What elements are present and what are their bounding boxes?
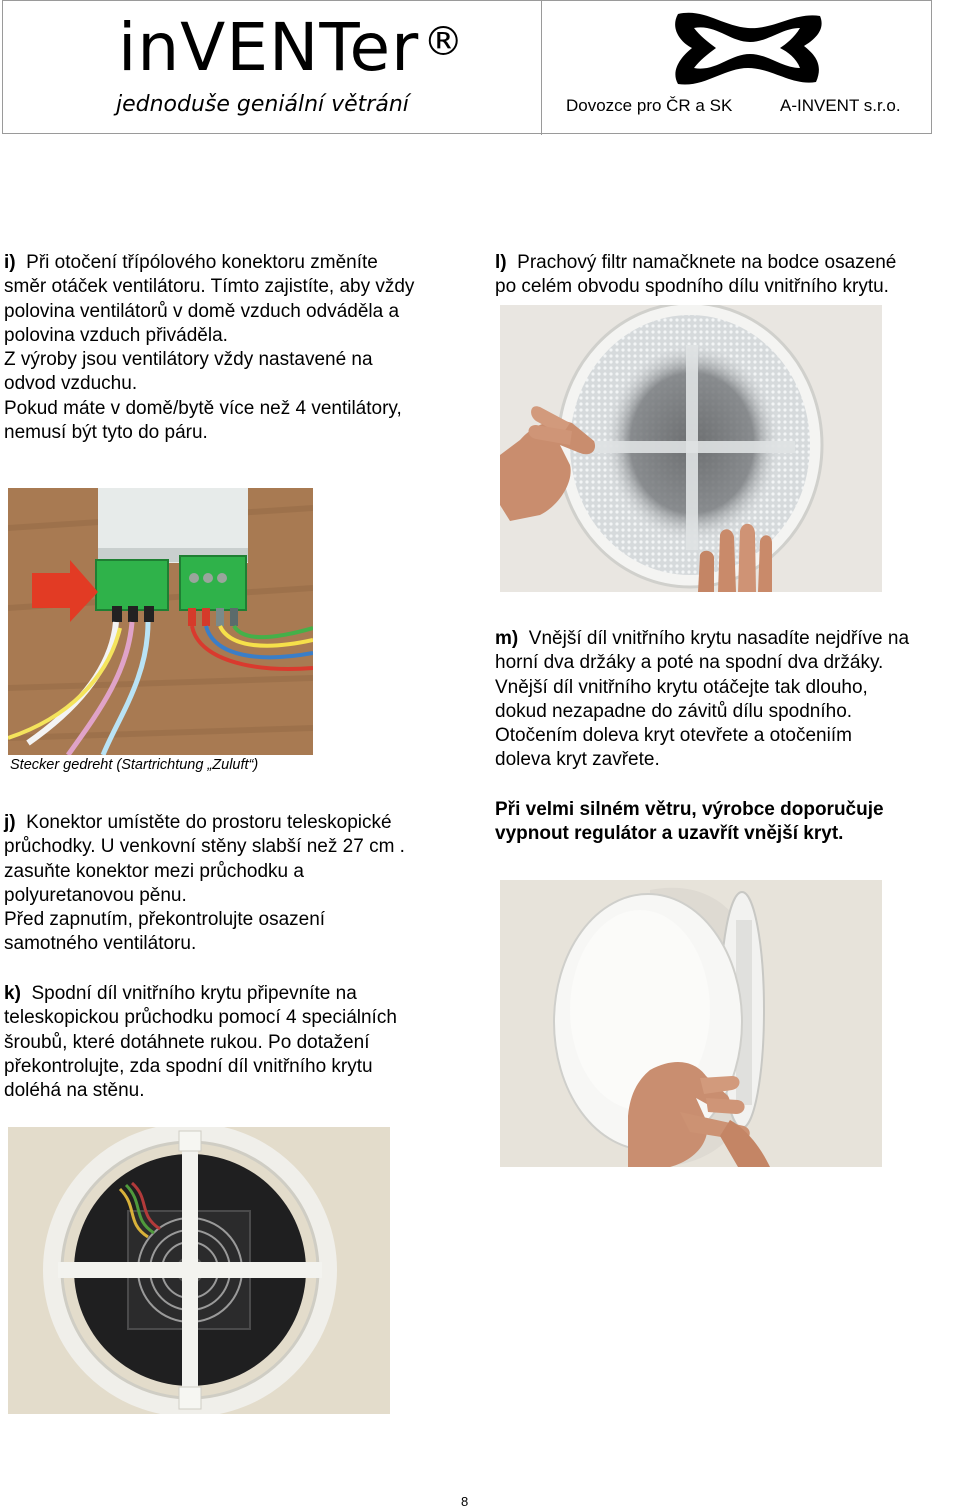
section-j-letter: j): [4, 812, 16, 833]
header-divider: [541, 1, 542, 135]
photo-connectors: [8, 488, 313, 755]
section-j: j) Konektor umístěte do prostoru teleskopické průchodky. U venkovní stěny slabší než 27 cm . zasuňte konektor mezi průchodku a polyuretanovou pěnu. Před zapnutím, překontrolujte osazení samotného ventilátoru.: [4, 812, 405, 955]
importer-company: A-INVENT s.r.o.: [780, 96, 901, 115]
section-m: m) Vnější díl vnitřního krytu nasadíte nejdříve na horní dva držáky a poté na spodní dva držáky. Vnější díl vnitřního krytu otáčejte tak dlouho, dokud nezapadne do závitů dílu spodního. Otočením doleva kryt otevřete a otočeniím doleva kryt zavřete.: [495, 628, 910, 771]
photo-dust-filter: [500, 305, 882, 592]
photo-inner-cover-fan: [8, 1127, 390, 1414]
page-number: 8: [461, 1494, 469, 1509]
company-logo-icon: [664, 6, 830, 92]
section-l-letter: l): [495, 252, 507, 273]
section-i-letter: i): [4, 252, 16, 273]
section-k: k) Spodní díl vnitřního krytu připevníte na teleskopickou průchodku pomocí 4 speciálních šroubů, které dotáhnete rukou. Po dotažení překontrolujte, zda spodní díl vnitřního krytu doléhá na stěnu.: [4, 983, 397, 1102]
importer-label: Dovozce pro ČR a SK: [566, 96, 733, 115]
brand-tagline: jednoduše geniální větrání: [116, 92, 409, 117]
photo-outer-cover: [500, 880, 882, 1167]
wind-warning: Při velmi silném větru, výrobce doporučuje vypnout regulátor a uzavřít vnější kryt.: [495, 799, 884, 845]
brand-title: inVENTer ®: [118, 9, 465, 86]
connector-caption: Stecker gedreht (Startrichtung „Zuluft“): [10, 757, 259, 773]
section-i: i) Při otočení třípólového konektoru změníte směr otáček ventilátoru. Tímto zajistíte, aby vždy polovina ventilátorů v domě vzduch odváděla a polovina vzduch přiváděla. Z výroby jsou ventilátory vždy nastavené na odvod vzduchu. Pokud máte v domě/bytě více než 4 ventilátory, nemusí být tyto do páru.: [4, 252, 415, 444]
section-l: l) Prachový filtr namačknete na bodce osazené po celém obvodu spodního dílu vnitřního krytu.: [495, 252, 897, 298]
registered-mark: ®: [423, 19, 465, 65]
section-k-letter: k): [4, 983, 21, 1004]
section-m-letter: m): [495, 628, 519, 649]
